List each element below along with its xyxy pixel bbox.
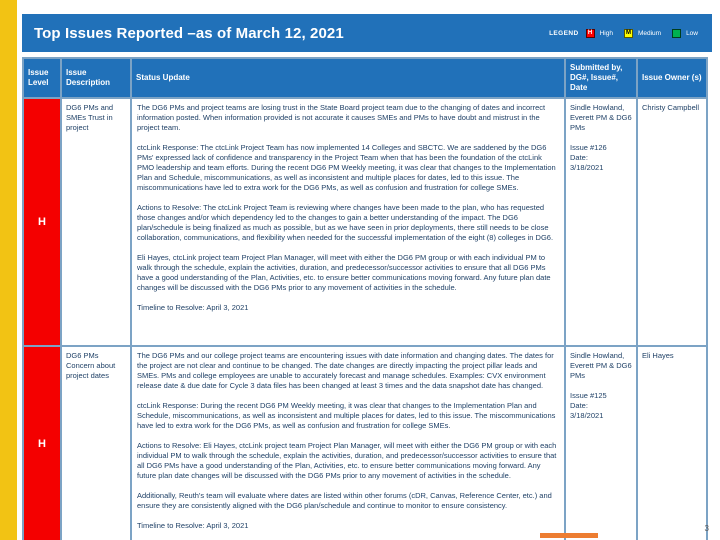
bottom-accent-bar — [540, 533, 598, 538]
submitted-by-name: Sindle Howland, Everett PM & DG6 PMs — [570, 351, 632, 380]
issue-number: Issue #125 — [570, 391, 607, 400]
legend-label: LEGEND — [549, 29, 579, 37]
issue-description-cell: DG6 PMs Concern about project dates — [61, 346, 131, 540]
legend-medium-swatch: M — [625, 30, 631, 36]
issues-table — [22, 57, 708, 540]
date-value: 3/18/2021 — [570, 411, 604, 420]
status-paragraph: Actions to Resolve: Eli Hayes, ctcLink project team Project Plan Manager, will meet with either the DG6 PM group or with each individual PM to walk through the schedule, explain the activities, duration, and predecessor/successor activities to ensure that all DG6 PMs have a good understanding of the Plan, Activities, etc. to ensure better communications moving forward. Any future plan date changes will be discussed with the DG6 PMs prior to any movement of activities in the schedule. — [137, 441, 557, 480]
status-paragraph: Actions to Resolve: The ctcLink Project Team is reviewing where changes have been made to the plan, who has requested those changes and/or which dependency led to the changes to gain a better understanding of the impact. The DG6 plan/schedule is being finalized as much as possible, but as we have seen in prior deployments, there still needs to be close collaboration, communications, and flexibility when needed for the successful implementation of the eight (8) colleges in DG6. — [137, 203, 554, 242]
legend-low-swatch — [672, 29, 681, 38]
col-header-status-update: Status Update — [131, 58, 565, 98]
page-title: Top Issues Reported –as of March 12, 2021 — [34, 24, 344, 42]
table-row — [23, 98, 707, 346]
date-label: Date: — [570, 401, 588, 410]
status-paragraph: ctcLink Response: During the recent DG6 PM Weekly meeting, it was clear that changes to the Implementation Plan and Schedule, miscommunications, as well as inconsistent and multiple places for dates, led to this issue. The miscommunications have led to extra work for the DG6 PMs, as well as confusion and frustration for college SMEs. — [137, 401, 556, 430]
issue-level-cell: H — [23, 346, 61, 540]
issue-level-cell: H — [23, 98, 61, 346]
issue-number: Issue #126 — [570, 143, 607, 152]
status-paragraph: Timeline to Resolve: April 3, 2021 — [137, 303, 249, 312]
page-number: 3 — [704, 524, 709, 533]
title-bar — [22, 14, 712, 52]
status-paragraph: Eli Hayes, ctcLink project team Project Plan Manager, will meet with either the DG6 PM group or with each individual PM to walk through the schedule, explain the activities, duration, and predecessor/successor activities to ensure that all DG6 PMs have a good understanding of the Plan, Activities, etc. to ensure better communications moving forward. Any future plan date changes will be discussed with the DG6 PMs prior to any movement of activities in the schedule. — [137, 253, 551, 292]
table-header-row — [23, 58, 707, 98]
status-paragraph: The DG6 PMs and project teams are losing trust in the State Board project team due to the changing of dates and incorrect information posted. When information provided is not accurate it causes SMEs and PMs to have doubt and mistrust in the project team. — [137, 103, 546, 132]
legend-high-swatch: H — [586, 29, 595, 38]
legend-high-label: High — [599, 29, 613, 37]
col-header-issue-description: Issue Description — [61, 58, 131, 98]
issue-description-cell: DG6 PMs and SMEs Trust in project — [61, 98, 131, 346]
submitted-by-cell — [565, 98, 637, 346]
issue-owner-cell: Eli Hayes — [637, 346, 707, 540]
table-row — [23, 346, 707, 540]
status-update-cell — [131, 346, 565, 540]
status-update-cell — [131, 98, 565, 346]
col-header-issue-owner: Issue Owner (s) — [637, 58, 707, 98]
left-accent-stripe — [0, 0, 17, 540]
legend-medium-label: Medium — [637, 29, 662, 37]
legend — [549, 29, 704, 38]
col-header-issue-level: Issue Level — [23, 58, 61, 98]
status-paragraph: Timeline to Resolve: April 3, 2021 — [137, 521, 249, 530]
submitted-by-cell — [565, 346, 637, 540]
submitted-by-name: Sindle Howland, Everett PM & DG6 PMs — [570, 103, 632, 132]
issue-owner-cell: Christy Campbell — [637, 98, 707, 346]
status-paragraph: The DG6 PMs and our college project teams are encountering issues with date information and changing dates. The dates for the project are not clear and continue to be changed. The date changes are directly impacting the project pillar leads and SMEs. PMs and college employees are unable to accurately forecast and manage schedules. Examples: CVX environment release date & due date for Cycle 3 data files has been changed at least 3 times and the data snapshot date has changed. — [137, 351, 554, 390]
date-value: 3/18/2021 — [570, 163, 604, 172]
status-paragraph: Additionally, Reuth's team will evaluate where dates are listed within other forums (cDR, Canvas, Reference Center, etc.) and ensure they are consistently aligned with the DG6 plan/schedule and continue to monitor to ensure consistency. — [137, 491, 552, 510]
status-paragraph: ctcLink Response: The ctcLink Project Team has now implemented 14 Colleges and SBCTC. We are saddened by the DG6 PMs' expressed lack of confidence and transparency in the Project Team when that has been the foundation of the ctcLink PMO leadership and team efforts. During the recent DG6 PM Weekly meeting, it was clear that changes to the Implementation Plan and Schedule, miscommunications, as well as inconsistent and multiple places for dates, led to this issue. The miscommunications have led to extra work for the DG6 PMs, as well as confusion and frustration for college SMEs. — [137, 143, 556, 192]
col-header-submitted-by: Submitted by, DG#, Issue#, Date — [565, 58, 637, 98]
legend-low-label: Low — [686, 29, 698, 37]
date-label: Date: — [570, 153, 588, 162]
